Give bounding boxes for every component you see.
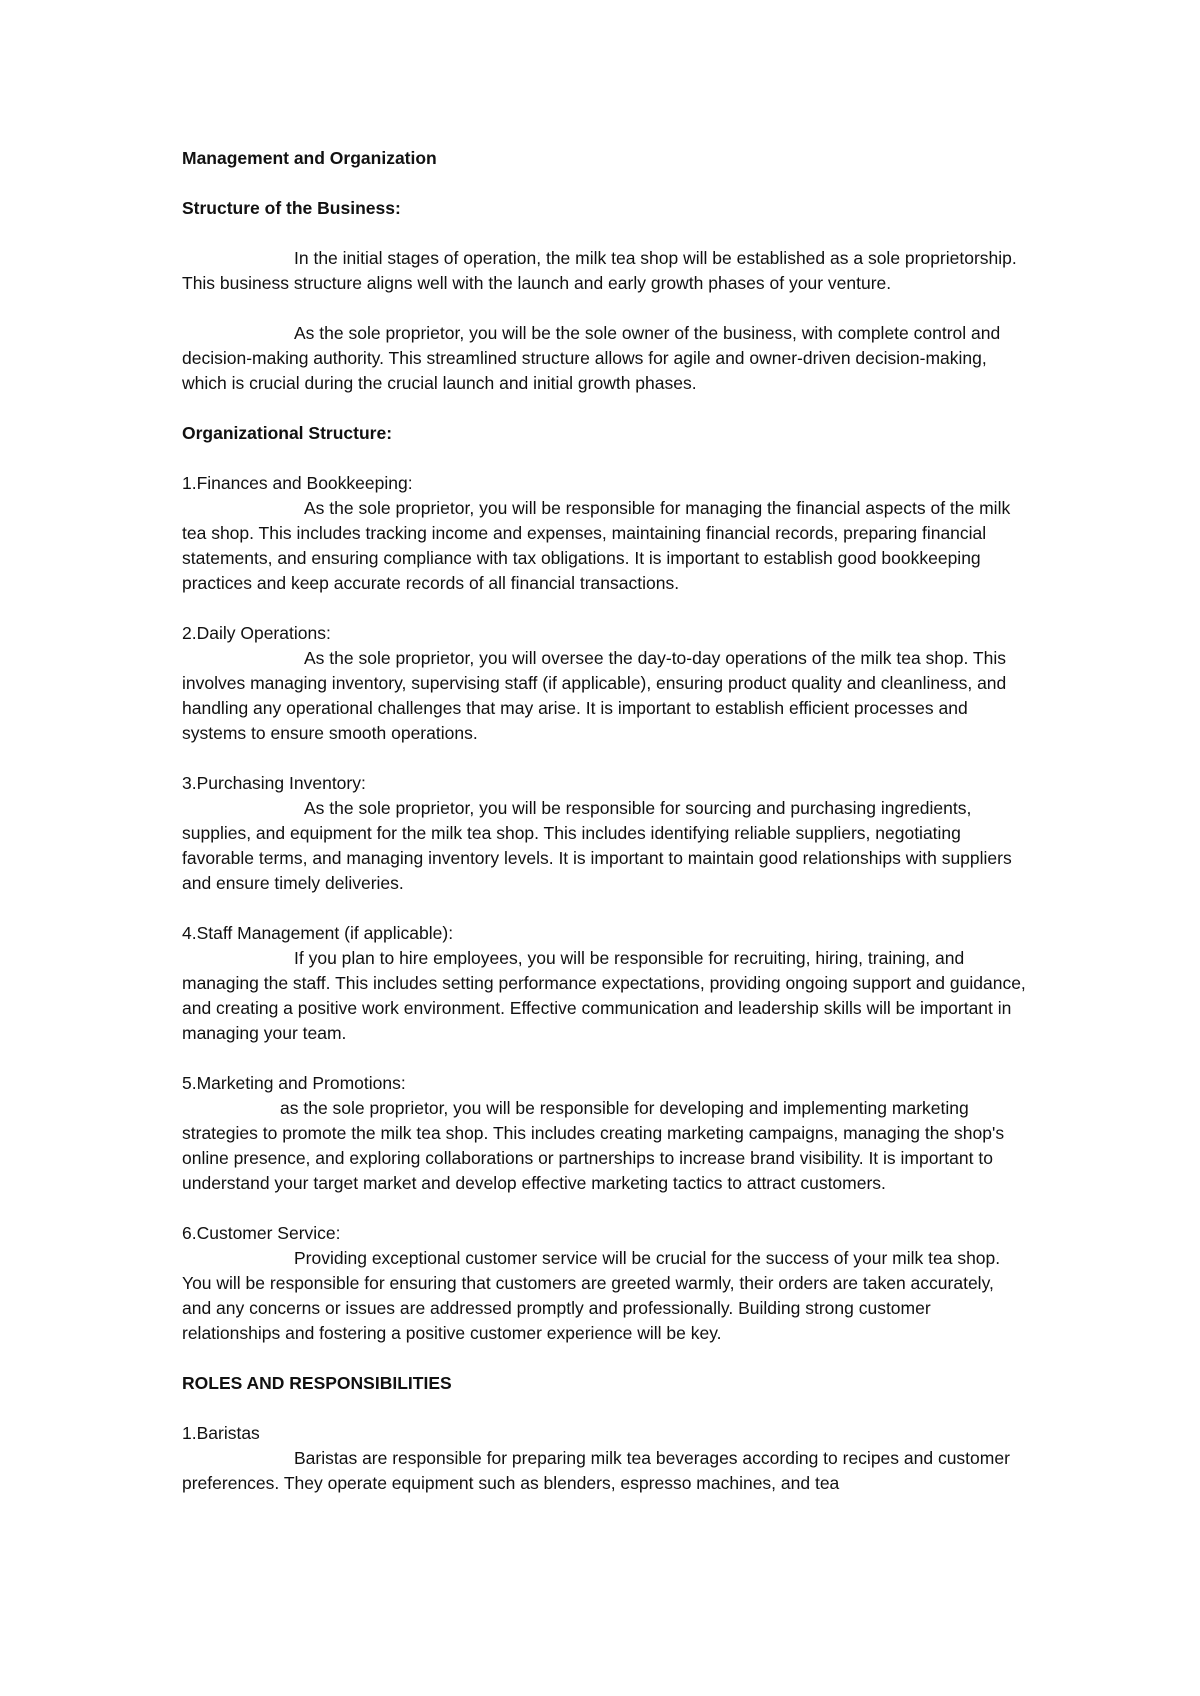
org-item-title: 5.Marketing and Promotions: (182, 1073, 406, 1093)
org-item-text: as the sole proprietor, you will be responsible for developing and implementing marketing strategies to promote the milk tea shop. This includes creating marketing campaigns, managing the shop's online presence, and exploring collaborations or partnerships to increase brand visibility. It is important to understand your target market and develop effective marketing tactics to attract customers. (182, 1098, 1005, 1193)
structure-paragraph-2: As the sole proprietor, you will be the sole owner of the business, with complete control and decision-making authority. This streamlined structure allows for agile and owner-driven decision-making, which is crucial during the crucial launch and initial growth phases. (182, 323, 1001, 393)
org-item-text: If you plan to hire employees, you will be responsible for recruiting, hiring, training, and managing the staff. This includes setting performance expectations, providing ongoing support and guidance, and creating a positive work environment. Effective communication and leadership skills will be important in managing your team. (182, 948, 1026, 1043)
org-structure-heading: Organizational Structure: (182, 423, 393, 443)
roles-heading: ROLES AND RESPONSIBILITIES (182, 1373, 452, 1393)
org-item-text: Providing exceptional customer service will be crucial for the success of your milk tea shop. You will be responsible for ensuring that customers are greeted warmly, their orders are taken accurately, and any concerns or issues are addressed promptly and professionally. Building strong customer relationships and fostering a positive customer experience will be key. (182, 1248, 1001, 1343)
org-item-title: 1.Finances and Bookkeeping: (182, 473, 413, 493)
org-item-text: As the sole proprietor, you will oversee the day-to-day operations of the milk tea shop. This involves managing inventory, supervising staff (if applicable), ensuring product quality and cleanliness, and handling any operational challenges that may arise. It is important to establish efficient processes and systems to ensure smooth operations. (182, 648, 1007, 743)
document-body (182, 146, 1027, 1496)
org-item-title: 2.Daily Operations: (182, 623, 331, 643)
org-item-title: 4.Staff Management (if applicable): (182, 923, 454, 943)
role-item-text: Baristas are responsible for preparing milk tea beverages according to recipes and customer preferences. They operate equipment such as blenders, espresso machines, and tea (182, 1448, 1010, 1493)
org-item-title: 3.Purchasing Inventory: (182, 773, 366, 793)
structure-paragraph-1: In the initial stages of operation, the milk tea shop will be established as a sole proprietorship. This business structure aligns well with the launch and early growth phases of your venture. (182, 248, 1017, 293)
org-item-text: As the sole proprietor, you will be responsible for sourcing and purchasing ingredients, supplies, and equipment for the milk tea shop. This includes identifying reliable suppliers, negotiating favorable terms, and managing inventory levels. It is important to maintain good relationships with suppliers and ensure timely deliveries. (182, 798, 1012, 893)
role-item-title: 1.Baristas (182, 1423, 260, 1443)
org-item-text: As the sole proprietor, you will be responsible for managing the financial aspects of the milk tea shop. This includes tracking income and expenses, maintaining financial records, preparing financial statements, and ensuring compliance with tax obligations. It is important to establish good bookkeeping practices and keep accurate records of all financial transactions. (182, 498, 1011, 593)
document-title: Management and Organization (182, 148, 437, 168)
structure-heading: Structure of the Business: (182, 198, 401, 218)
org-item-title: 6.Customer Service: (182, 1223, 341, 1243)
